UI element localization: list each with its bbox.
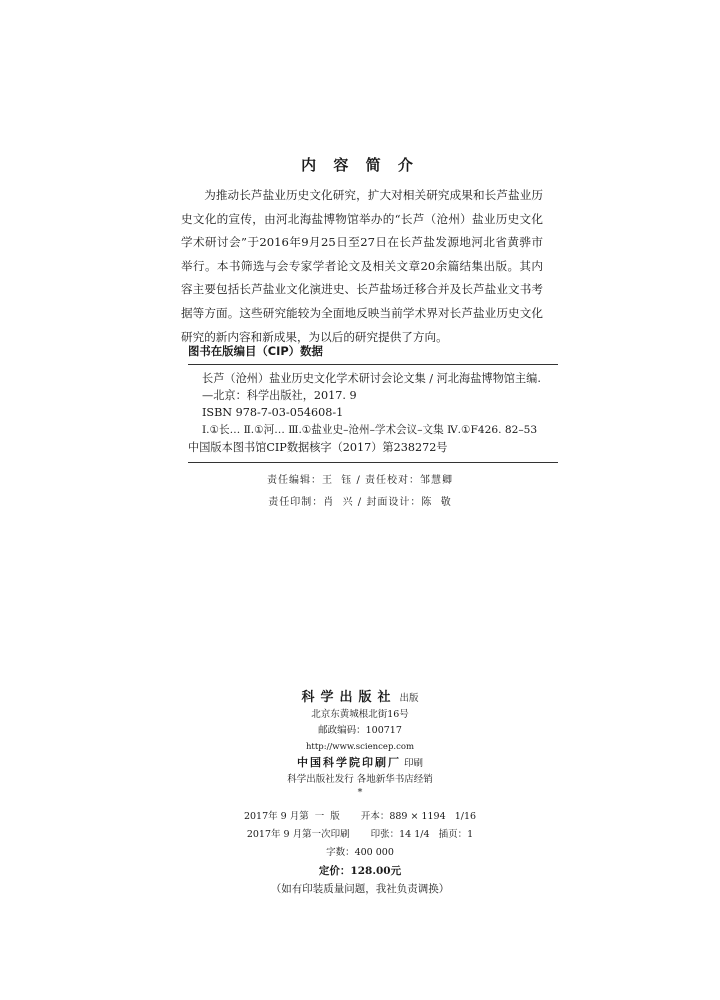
printing-block: [0, 808, 720, 898]
publisher-address: 北京东黄城根北街16号: [311, 709, 409, 720]
price: 定价：128.00元: [318, 865, 402, 877]
publisher-url: http://www.sciencep.com: [305, 742, 415, 752]
page-title: 内 容 简 介: [301, 156, 419, 174]
intro-text: [181, 184, 543, 349]
format: 开本：889 × 1194 1/16: [360, 811, 477, 822]
cip-line-1: 长芦（沧州）盐业历史文化学术研讨会论文集 / 河北海盐博物馆主编.: [202, 372, 541, 385]
credits-editors: 责任编辑：王 钰 / 责任校对：邹慧卿: [266, 475, 454, 486]
printing-row-1: [0, 808, 720, 826]
separator-star: *: [357, 787, 363, 798]
printer-suffix: 印刷: [404, 758, 424, 769]
cip-heading: 图书在版编目（CIP）数据: [188, 344, 323, 358]
cip-isbn: ISBN 978-7-03-054608-1: [202, 406, 344, 420]
publisher-block: [0, 690, 720, 798]
publisher-suffix: 出版: [399, 693, 419, 704]
distribution: 科学出版社发行 各地新华书店经销: [287, 774, 433, 785]
cip-classification: Ⅰ.①长… Ⅱ.①河… Ⅲ.①盐业史–沧州–学术会议–文集 Ⅳ.①F426. 82–53: [202, 423, 538, 436]
impression: 2017年 9 月第一次印刷: [246, 829, 350, 840]
cip-block: [188, 370, 558, 456]
printer-line: [0, 755, 720, 772]
printing-row-2: [0, 826, 720, 844]
cip-bottom-rule: [188, 462, 558, 463]
credits-block: [0, 470, 720, 514]
publisher-postcode: 邮政编码：100717: [318, 725, 402, 736]
sheets: 印张：14 1/4 插页：1: [370, 829, 474, 840]
replacement-notice: （如有印装质量问题，我社负责调换）: [270, 883, 450, 895]
intro-paragraph: 为推动长芦盐业历史文化研究，扩大对相关研究成果和长芦盐业历史文化的宣传，由河北海盐博物馆举办的“长芦（沧州）盐业历史文化学术研讨会”于2016年9月25日至27日在长芦盐发源地河北省黄骅市举行。本书筛选与会专家学者论文及相关文章20余篇结集出版。其内容主要包括长芦盐业文化演进史、长芦盐场迁移合并及长芦盐业文书考据等方面。这些研究能较为全面地反映当前学术界对长芦盐业历史文化研究的新内容和新成果，为以后的研究提供了方向。: [181, 188, 543, 344]
publisher-logo: 科学出版社: [301, 690, 397, 705]
cip-line-2: —北京：科学出版社，2017. 9: [202, 389, 357, 403]
printer-logo: 中国科学院印刷厂: [296, 756, 401, 769]
word-count: 字数：400 000: [326, 847, 394, 858]
cip-top-rule: [188, 364, 558, 365]
credits-production: 责任印制：肖 兴 / 封面设计：陈 敬: [268, 497, 452, 508]
cip-number: 中国版本图书馆CIP数据核字（2017）第238272号: [188, 440, 448, 454]
edition: 2017年 9 月第 一 版: [243, 811, 340, 822]
publisher-line: [0, 690, 720, 707]
